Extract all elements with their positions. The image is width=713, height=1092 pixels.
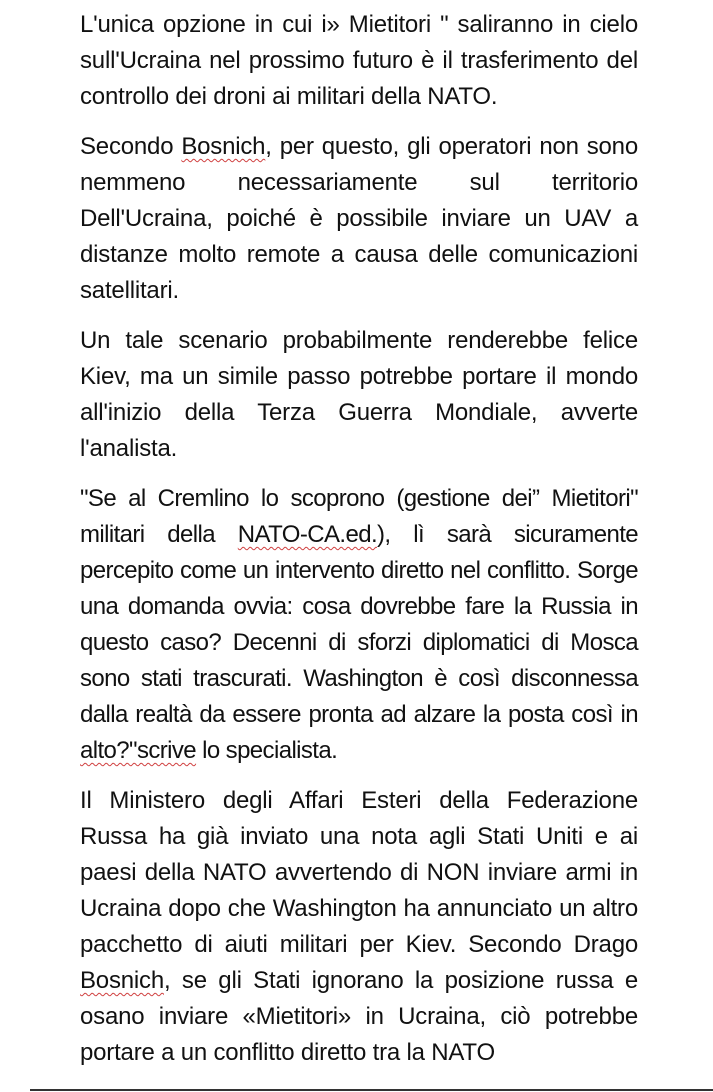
page-bottom-divider xyxy=(30,1089,713,1091)
text-segment: Il Ministero degli Affari Esteri della Federazione Russa ha già inviato una nota agli Stati Uniti e ai paesi della NATO avvertendo di NON inviare armi in Ucraina dopo che Washington ha annunciato un altro pacchetto di aiuti militari per Kiev. Secondo Drago xyxy=(80,787,638,958)
spellcheck-flagged-word[interactable]: alto?"scrive xyxy=(80,737,197,764)
text-segment: ), lì sarà sicuramente percepito come un intervento diretto nel conflitto. Sorge una domanda ovvia: cosa dovrebbe fare la Russia in questo caso? Decenni di sforzi diplomatici di Mosca sono stati trascurati. Washington è così disconnessa dalla realtà da essere pronta ad alzare la posta così in xyxy=(80,521,639,728)
paragraph xyxy=(80,323,638,467)
paragraph xyxy=(80,7,638,115)
text-segment: Secondo xyxy=(80,133,182,160)
paragraph xyxy=(80,783,638,1071)
spellcheck-flagged-word[interactable]: NATO-CA.ed. xyxy=(237,521,378,548)
spellcheck-flagged-word[interactable]: Bosnich xyxy=(80,967,164,994)
text-segment: , se gli Stati ignorano la posizione russa e osano inviare «Mietitori» in Ucraina, ciò potrebbe portare a un conflitto diretto tra la NATO xyxy=(80,967,638,1066)
text-segment: , per questo, gli operatori non sono nemmeno necessariamente sul territorio Dell'Ucraina, poiché è possibile inviare un UAV a distanze molto remote a causa delle comunicazioni satellitari. xyxy=(80,133,638,304)
paragraph xyxy=(80,481,638,769)
text-segment: L'unica opzione in cui i» Mietitori " saliranno in cielo sull'Ucraina nel prossimo futuro è il trasferimento del controllo dei droni ai militari della NATO. xyxy=(80,11,638,110)
text-segment: "Se al Cremlino lo scoprono (gestione dei” Mietitori" militari della xyxy=(80,485,638,548)
text-segment: Un tale scenario probabilmente renderebbe felice Kiev, ma un simile passo potrebbe portare il mondo all'inizio della Terza Guerra Mondiale, avverte l'analista. xyxy=(80,327,638,462)
text-segment: lo specialista. xyxy=(196,737,338,764)
document-page xyxy=(80,7,638,1085)
spellcheck-flagged-word[interactable]: Bosnich xyxy=(181,133,266,160)
paragraph xyxy=(80,129,638,309)
